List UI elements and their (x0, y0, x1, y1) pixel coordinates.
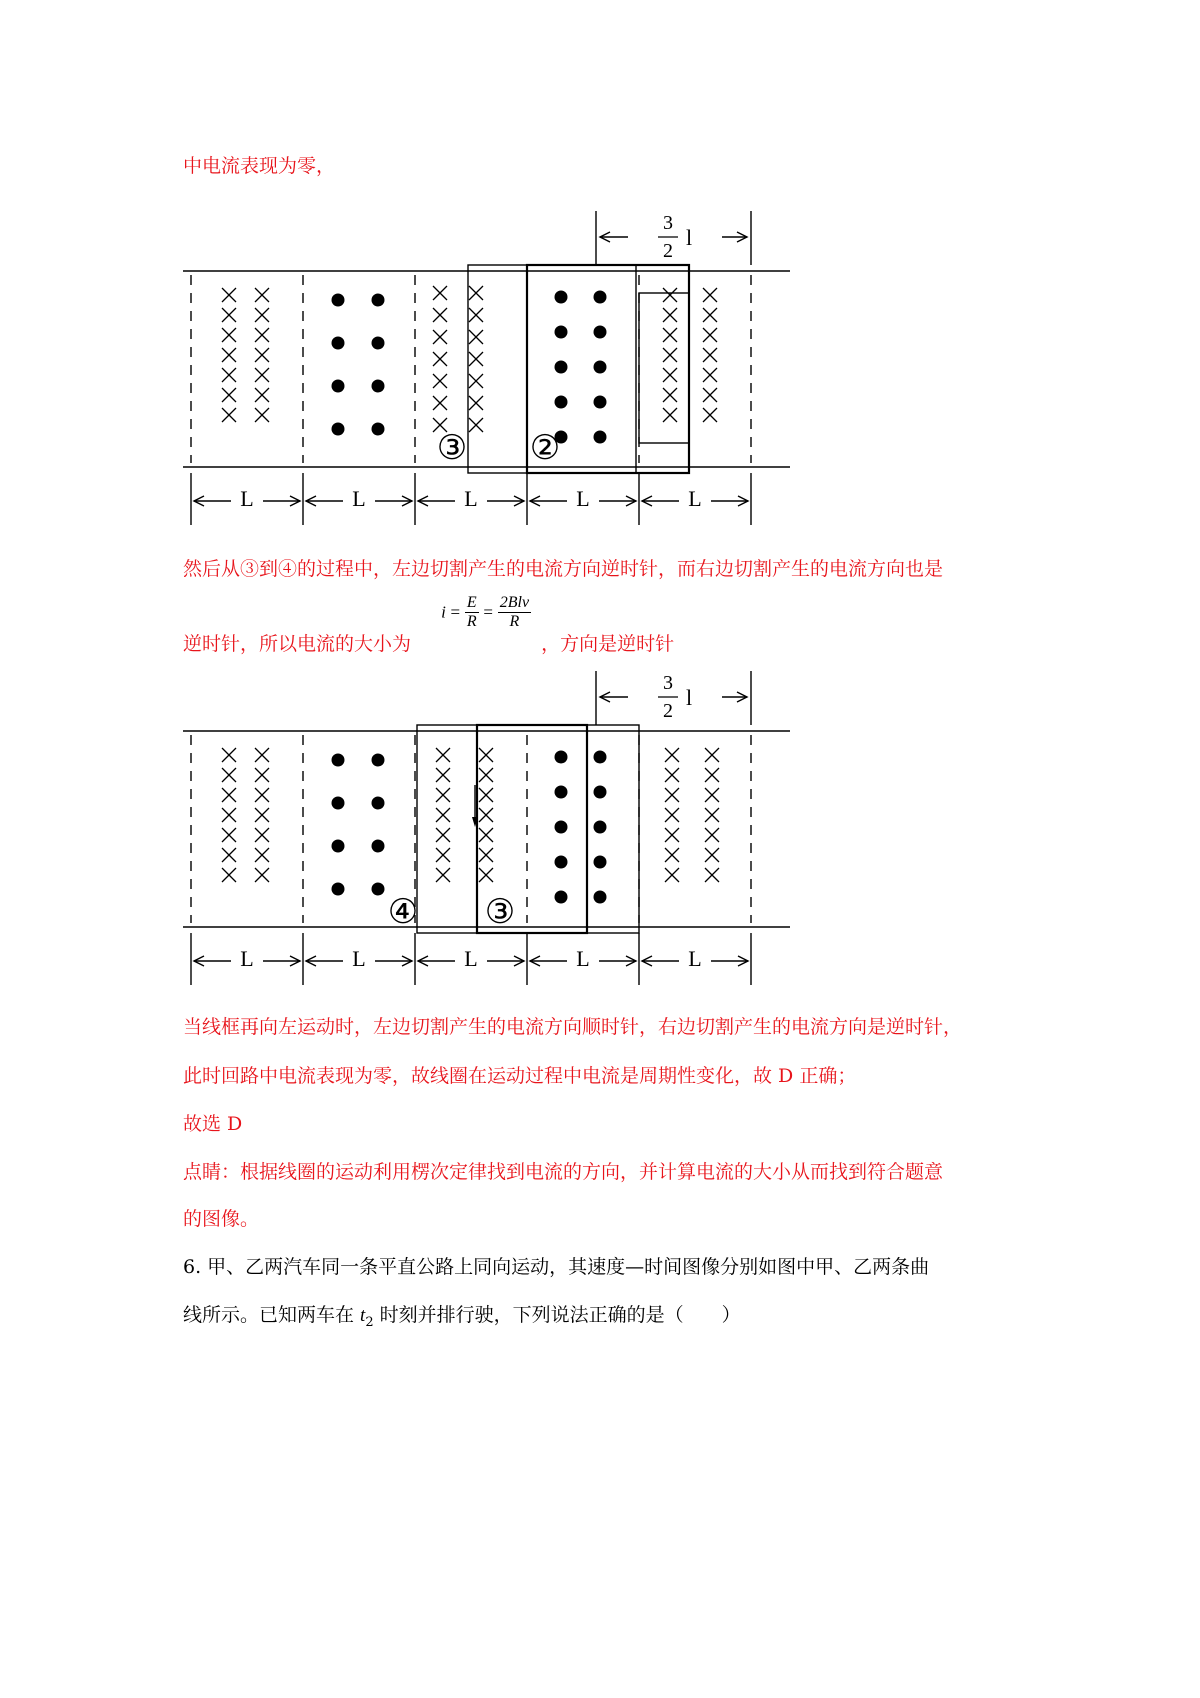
field-into-page-mark (222, 308, 236, 322)
field-into-page-mark (436, 748, 450, 762)
field-into-page-mark (665, 868, 679, 882)
field-into-page-mark (436, 848, 450, 862)
field-out-of-page-mark (555, 891, 568, 904)
paragraph-1: 中电流表现为零， (183, 155, 336, 177)
field-out-of-page-mark (332, 294, 345, 307)
field-out-of-page-mark (372, 883, 385, 896)
figure-2-width-den: 2 (663, 700, 673, 722)
field-into-page-mark (222, 288, 236, 302)
field-into-page-mark (222, 848, 236, 862)
field-into-page-mark (469, 286, 483, 300)
field-into-page-mark (255, 808, 269, 822)
field-out-of-page-mark (332, 754, 345, 767)
field-into-page-mark (222, 868, 236, 882)
field-into-page-mark (663, 368, 677, 382)
field-out-of-page-mark (555, 326, 568, 339)
field-into-page-mark (703, 328, 717, 342)
paragraph-5: 此时回路中电流表现为零，故线圈在运动过程中电流是周期性变化，故 D 正确； (183, 1065, 857, 1087)
field-out-of-page-mark (332, 883, 345, 896)
field-out-of-page-mark (594, 751, 607, 764)
paragraph-8: 的图像。 (183, 1208, 260, 1230)
question-6-line-2-before: 线所示。已知两车在 (183, 1304, 361, 1326)
field-into-page-mark (703, 308, 717, 322)
field-into-page-mark (703, 388, 717, 402)
field-out-of-page-mark (332, 840, 345, 853)
field-into-page-mark (433, 286, 447, 300)
paragraph-3 (183, 594, 675, 660)
figure-1-seg-2: L (352, 486, 366, 511)
field-into-page-mark (436, 868, 450, 882)
field-into-page-mark (222, 388, 236, 402)
field-into-page-mark (433, 308, 447, 322)
formula-eq1: = (450, 602, 461, 622)
field-into-page-mark (705, 868, 719, 882)
field-into-page-mark (255, 828, 269, 842)
field-into-page-mark (469, 418, 483, 432)
field-into-page-mark (663, 288, 677, 302)
field-into-page-mark (436, 768, 450, 782)
field-into-page-mark (665, 768, 679, 782)
field-into-page-mark (255, 408, 269, 422)
field-into-page-mark (703, 408, 717, 422)
formula-num: 2Blv (499, 594, 530, 611)
field-into-page-mark (222, 348, 236, 362)
field-into-page-mark (469, 374, 483, 388)
field-into-page-mark (479, 868, 493, 882)
field-into-page-mark (222, 788, 236, 802)
figure-1-width-den: 2 (663, 240, 673, 262)
field-into-page-mark (222, 408, 236, 422)
formula-frac-1 (465, 594, 479, 631)
paragraph-3-before: 逆时针，所以电流的大小为 (183, 633, 412, 655)
figure-2-seg-4: L (576, 946, 590, 971)
field-out-of-page-mark (555, 751, 568, 764)
field-out-of-page-mark (594, 326, 607, 339)
question-6-t-sub: 2 (365, 1314, 374, 1330)
field-out-of-page-mark (332, 337, 345, 350)
figure-2-width-var: l (686, 685, 693, 710)
field-into-page-mark (663, 388, 677, 402)
formula-frac-2 (498, 594, 531, 631)
field-out-of-page-mark (594, 891, 607, 904)
field-out-of-page-mark (594, 821, 607, 834)
field-out-of-page-mark (555, 396, 568, 409)
field-into-page-mark (222, 828, 236, 842)
figure-1-width-num: 3 (663, 212, 673, 234)
field-into-page-mark (255, 388, 269, 402)
question-6-line-2-after: 时刻并排行驶，下列说法正确的是（ ） (373, 1304, 741, 1326)
question-6-t: t (360, 1305, 366, 1326)
field-into-page-mark (436, 788, 450, 802)
figure-2-seg-5: L (688, 946, 702, 971)
paragraph-4: 当线框再向左运动时，左边切割产生的电流方向顺时针，右边切割产生的电流方向是逆时针， (183, 1016, 963, 1038)
field-out-of-page-mark (372, 840, 385, 853)
field-into-page-mark (705, 748, 719, 762)
figure-1-label-b: ② (529, 430, 561, 467)
field-into-page-mark (433, 352, 447, 366)
field-into-page-mark (433, 330, 447, 344)
field-into-page-mark (665, 788, 679, 802)
field-into-page-mark (663, 408, 677, 422)
field-into-page-mark (222, 368, 236, 382)
figure-1-seg-3: L (464, 486, 478, 511)
field-into-page-mark (469, 396, 483, 410)
field-out-of-page-mark (555, 856, 568, 869)
field-into-page-mark (255, 788, 269, 802)
field-into-page-mark (222, 328, 236, 342)
field-into-page-mark (703, 348, 717, 362)
field-into-page-mark (663, 348, 677, 362)
paragraph-6: 故选 D (183, 1113, 243, 1135)
field-into-page-mark (479, 848, 493, 862)
field-into-page-mark (479, 788, 493, 802)
question-6-line-2 (183, 1301, 741, 1337)
field-into-page-mark (479, 768, 493, 782)
field-out-of-page-mark (594, 291, 607, 304)
field-into-page-mark (255, 288, 269, 302)
figure-2-seg-2: L (352, 946, 366, 971)
field-out-of-page-mark (332, 423, 345, 436)
figure-2-width-num: 3 (663, 672, 673, 694)
field-out-of-page-mark (594, 396, 607, 409)
field-into-page-mark (222, 748, 236, 762)
field-out-of-page-mark (555, 821, 568, 834)
field-out-of-page-mark (372, 294, 385, 307)
formula-R2: R (509, 613, 520, 630)
field-into-page-mark (479, 808, 493, 822)
paragraph-3-after: ，方向是逆时针 (541, 633, 675, 655)
field-out-of-page-mark (372, 797, 385, 810)
field-out-of-page-mark (594, 856, 607, 869)
field-into-page-mark (222, 808, 236, 822)
field-into-page-mark (479, 748, 493, 762)
field-out-of-page-mark (332, 797, 345, 810)
field-into-page-mark (665, 748, 679, 762)
figure-1-magnetic-field-diagram (0, 205, 1200, 535)
field-out-of-page-mark (372, 337, 385, 350)
paragraph-7: 点睛：根据线圈的运动利用楞次定律找到电流的方向，并计算电流的大小从而找到符合题意 (183, 1161, 944, 1183)
figure-2-label-b: ③ (484, 894, 516, 931)
field-into-page-mark (436, 828, 450, 842)
field-into-page-mark (469, 352, 483, 366)
field-out-of-page-mark (372, 423, 385, 436)
field-into-page-mark (255, 748, 269, 762)
formula-i: i (441, 602, 446, 622)
current-formula (441, 594, 531, 631)
figure-1-label-a: ③ (436, 430, 468, 467)
figure-2-seg-3: L (464, 946, 478, 971)
field-into-page-mark (665, 848, 679, 862)
field-out-of-page-mark (594, 786, 607, 799)
field-into-page-mark (436, 808, 450, 822)
field-into-page-mark (255, 868, 269, 882)
question-6-line-1: 6. 甲、乙两汽车同一条平直公路上同向运动，其速度—时间图像分别如图中甲、乙两条曲 (183, 1256, 930, 1278)
field-into-page-mark (665, 808, 679, 822)
figure-2-label-a: ④ (387, 894, 419, 931)
field-into-page-mark (433, 374, 447, 388)
field-out-of-page-mark (555, 291, 568, 304)
field-out-of-page-mark (555, 361, 568, 374)
field-into-page-mark (255, 368, 269, 382)
formula-R1: R (466, 613, 477, 630)
field-into-page-mark (663, 328, 677, 342)
field-into-page-mark (255, 848, 269, 862)
field-into-page-mark (255, 308, 269, 322)
formula-E: E (466, 594, 477, 611)
field-into-page-mark (222, 768, 236, 782)
figure-1-width-var: l (686, 225, 693, 250)
field-out-of-page-mark (555, 786, 568, 799)
field-into-page-mark (705, 828, 719, 842)
field-into-page-mark (705, 788, 719, 802)
field-out-of-page-mark (372, 754, 385, 767)
field-into-page-mark (705, 768, 719, 782)
field-into-page-mark (433, 396, 447, 410)
field-into-page-mark (703, 368, 717, 382)
figure-2-seg-1: L (240, 946, 254, 971)
field-into-page-mark (703, 288, 717, 302)
field-into-page-mark (255, 328, 269, 342)
field-into-page-mark (479, 828, 493, 842)
field-into-page-mark (255, 348, 269, 362)
figure-2-magnetic-field-diagram (0, 665, 1200, 995)
paragraph-2: 然后从③到④的过程中，左边切割产生的电流方向逆时针，而右边切割产生的电流方向也是 (183, 558, 944, 580)
field-into-page-mark (469, 308, 483, 322)
field-out-of-page-mark (332, 380, 345, 393)
field-into-page-mark (665, 828, 679, 842)
field-into-page-mark (255, 768, 269, 782)
field-into-page-mark (705, 848, 719, 862)
field-out-of-page-mark (594, 361, 607, 374)
field-into-page-mark (663, 308, 677, 322)
figure-1-seg-1: L (240, 486, 254, 511)
field-out-of-page-mark (372, 380, 385, 393)
figure-1-seg-4: L (576, 486, 590, 511)
figure-1-seg-5: L (688, 486, 702, 511)
field-into-page-mark (705, 808, 719, 822)
field-into-page-mark (469, 330, 483, 344)
field-out-of-page-mark (594, 431, 607, 444)
formula-eq2: = (483, 602, 494, 622)
